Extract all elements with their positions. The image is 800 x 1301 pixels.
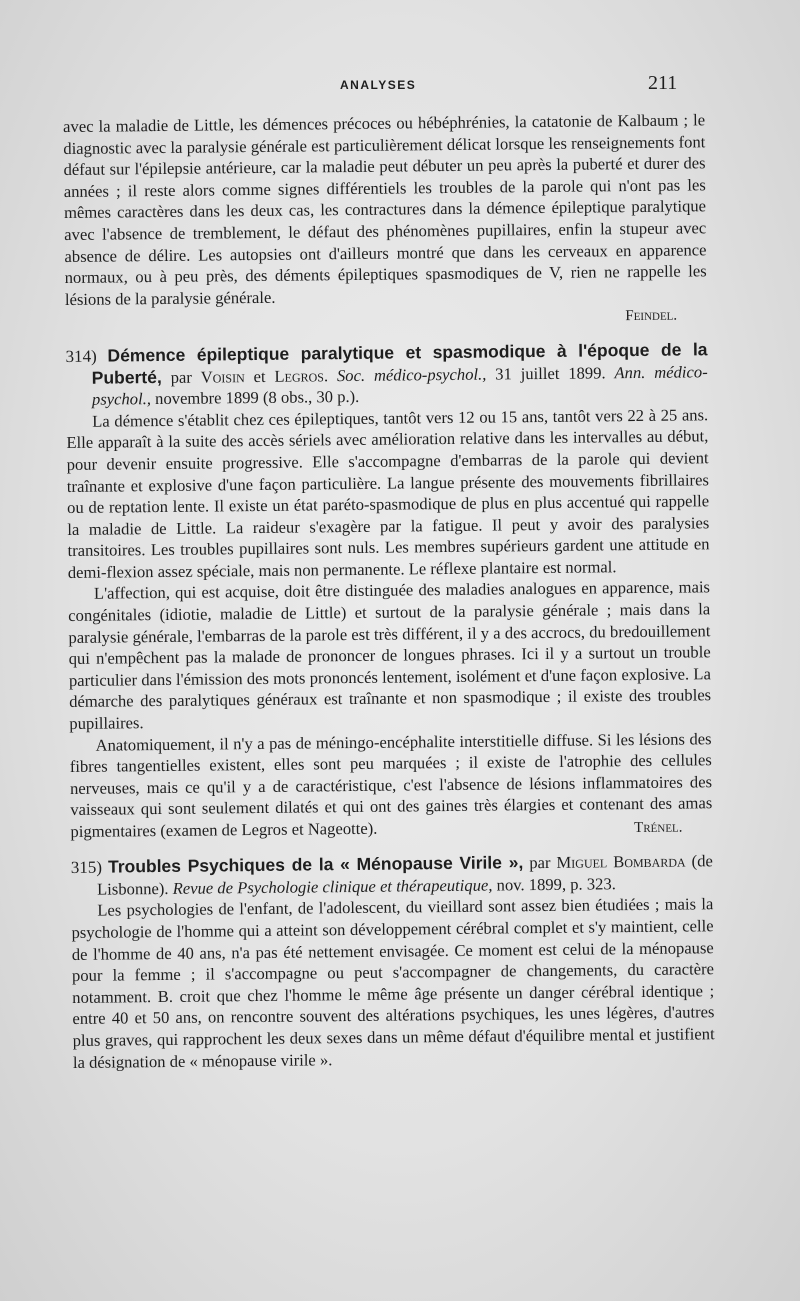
signature-trenel: Trénel. <box>634 819 683 836</box>
signature-feindel: Feindel. <box>625 307 678 325</box>
entry-number: 315) <box>70 857 103 878</box>
journal-soc: Soc. médico-psychol., <box>336 364 487 385</box>
author-legros: Legros. <box>274 365 329 386</box>
by-word: par <box>170 367 192 387</box>
date-2: novembre 1899 (8 obs., 30 p.). <box>155 387 360 409</box>
date-1: 31 juillet 1899. <box>495 362 606 384</box>
paragraph: Anatomiquement, il n'y a pas de méningo-encéphalite interstitielle diffuse. Si les lésions des fibres tangentielles existent, elles sont peu marquées ; il existe de l'atrophie des cellules nerveuses, mais ce qu'il y a de caractéristique, c'est l'absence de lésions inflammatoires des vaisseaux qui sont seulement dilatés et qui ont des gaines très élargies et contenant des amas pigmentaires (examen de Legros et Nageotte). <box>69 728 713 841</box>
affiliation: (de Lisbonne). <box>96 851 713 899</box>
running-head: ANALYSES <box>340 78 417 92</box>
citation-details: nov. 1899, p. 323. <box>496 874 616 895</box>
author-bombarda: Miguel Bombarda <box>556 851 686 873</box>
and-word: et <box>253 366 266 386</box>
author-voisin: Voisin <box>200 366 245 387</box>
entry-315-heading <box>71 850 713 900</box>
intro-paragraph: avec la maladie de Little, les démences précoces ou hébéphrénies, la catatonie de Kalbaum ; le diagnostic avec la paralysie générale est particulièrement délicat lorsque les renseignements font défaut sur l'épilepsie antérieure, car la maladie peut débuter un peu après la puberté et durer des années ; il reste alors comme signes différentiels les troubles de la parole qui n'ont pas les mêmes caractères dans les deux cas, les contractures dans la démence épileptique paralytique avec l'absence de tremblement, le défaut des phénomènes pupillaires, enfin la stupeur avec absence de délire. Les autopsies ont d'ailleurs montré que dans les cerveaux en apparence normaux, ou à peu près, des déments épileptiques spasmodiques de V, rien ne rappelle les lésions de la paralysie générale. <box>63 110 707 309</box>
page-header <box>0 72 800 100</box>
entry-title: Démence épileptique paralytique et spasmodique à l'époque de la Puberté, <box>91 339 708 388</box>
paragraph: Les psychologies de l'enfant, de l'adolescent, du vieillard sont assez bien étudiées ; mais la psychologie de l'homme qui a atteint son développement cérébral complet et s'y maintient, celle de l'homme de 40 ans, n'a pas été nettement envisagée. Ce moment est celui de la ménopause pour la femme ; il s'accompagne ou peut s'accompagner de changements, du caractère notamment. B. croit que chez l'homme le même âge présente un danger cérébral identique ; entre 40 et 50 ans, on rencontre souvent des altérations psychiques, les unes légères, d'autres plus graves, qui rapprochent les deux sexes dans un même défaut d'équilibre mental et justifient la désignation de « ménopause virile ». <box>71 894 715 1072</box>
entry-title: Troubles Psychiques de la « Ménopause Virile », <box>107 852 524 877</box>
journal-ann: Ann. médico-psychol., <box>91 361 708 409</box>
paragraph: L'affection, qui est acquise, doit être distinguée des maladies analogues en apparence, mais congénitales (idiotie, maladie de Little) et surtout de la paralysie générale ; mais dans la paralysie générale, l'embarras de la parole est très différent, il y a des accrocs, du bredouillement qui n'empêchent pas la malade de prononcer de longues phrases. Ici il y a surtout un trouble particulier dans l'émission des mots prononcés lentement, isolément et d'une façon explosive. La démarche des paralytiques généraux est traînante et non spasmodique ; il existe des troubles pupillaires. <box>68 577 712 733</box>
entry-314-heading <box>65 339 708 411</box>
entry-315 <box>71 850 715 1073</box>
journal-revue: Revue de Psychologie clinique et thérapeutique, <box>172 875 493 898</box>
paragraph: La démence s'établit chez ces épileptiques, tantôt vers 12 ou 15 ans, tantôt vers 22 à 25 ans. Elle apparaît à la suite des accès sériels avec amélioration relative dans les intervalles au début, pour devenir ensuite progressive. Elle s'accompagne d'embarras de la parole qui devient traînante et explosive d'une façon particulière. La langue présente des mouvements fibrillaires ou de reptation lente. Il existe un état paréto-spasmodique de plus en plus accentué qui rappelle la maladie de Little. La raideur s'exagère par la fatigue. Il peut y avoir des paralysies transitoires. Les troubles pupillaires sont nuls. Les membres supérieurs gardent une attitude en demi-flexion assez spéciale, mais non permanente. Le réflexe plantaire est normal. <box>66 404 710 582</box>
text-block <box>63 109 715 1073</box>
page-number: 211 <box>648 72 678 94</box>
by-word: par <box>529 853 551 873</box>
entry-number: 314) <box>65 346 97 366</box>
entry-314 <box>65 339 712 845</box>
